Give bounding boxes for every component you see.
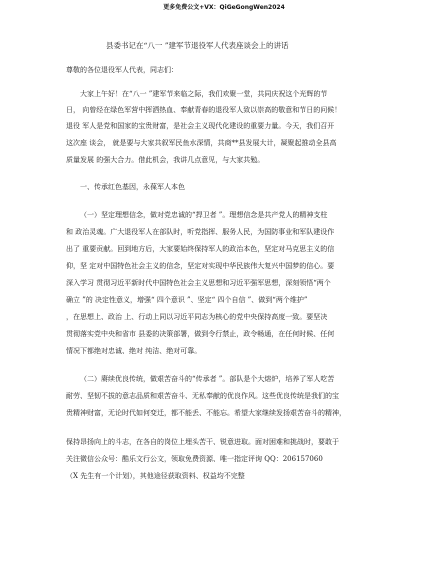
paragraph-line: 确立 ”的 决定性意义，增强“ 四个意识 ”、坚定“ 四个自信 ”、做到“两个维护” — [66, 296, 308, 304]
paragraph-line: 耐劳、坚韧不拔的意志品质和艰苦奋斗、无私奉献的优良作风。这些优良传统是我们的宝 — [66, 392, 339, 400]
paragraph-line: 这次座 谈会， 就是要与大家共叙军民鱼水深情，共商**县发展大计，凝聚起推动全县高 — [66, 139, 337, 147]
section-heading: 一、传承红色基因，永葆军人本色 — [80, 183, 185, 191]
paragraph-line: 保持昂扬向上的斗志，在各自的岗位上埋头苦干、锐意进取。面对困难和挑战时，要敢于 — [66, 438, 339, 446]
promo-line: （X 先生有一个计划），其他途径获取资料、权益均不完整 — [66, 472, 245, 480]
promo-line: 关注微信公众号：酷乐文行公文，领取免费资源、唯一指定评询 QQ：206157060 — [66, 455, 323, 463]
paragraph-line: 贵精神财富，无论时代如何变迁，都不能丢、不能忘。希望大家继续发扬艰苦奋斗的精神， — [66, 409, 346, 417]
paragraph-line: 大家上午好！在“八一 ”建军节来临之际，我们欢聚一堂，共同庆祝这个光辉的节 — [80, 90, 328, 98]
paragraph-line: 深入学习 贯彻习近平新时代中国特色社会主义思想和习近平强军思想，深刻领悟“两个 — [66, 279, 331, 287]
paragraph-line: 仰，坚 定对中国特色社会主义的信念，坚定对实现中华民族伟大复兴中国梦的信心。要 — [66, 262, 335, 270]
header-banner: 更多免费公文+VX：QiGeGongWen2024 — [163, 4, 285, 11]
salutation: 尊敬的各位退役军人代表，同志们： — [66, 66, 178, 74]
paragraph-line: 日， 向曾经在绿色军营中挥洒热血、奉献青春的退役军人致以崇高的敬意和节日的问候！ — [66, 106, 342, 114]
paragraph-line: 出了 重要贡献。回到地方后，大家要始终保持军人的政治本色，坚定对马克思主义的信 — [66, 245, 335, 253]
document-title: 县委书记在“八一 ”建军节退役军人代表座谈会上的讲话 — [106, 41, 289, 50]
paragraph-line: 和 政治灵魂。广大退役军人在部队时，听党指挥、服务人民，为国防事业和军队建设作 — [66, 228, 335, 236]
paragraph-line: 贯彻落实党中央和省市 县委的决策部署，做到令行禁止，政令畅通，在任何时候、任何 — [66, 330, 335, 338]
paragraph-line: 情况下都绝对忠诚、绝对 纯洁、绝对可靠。 — [66, 347, 202, 355]
paragraph-line: （一）坚定理想信念，做对党忠诚的“捍卫者 ”。理想信念是共产党人的精神支柱 — [80, 211, 328, 219]
paragraph-line: （二）赓续优良传统，做艰苦奋斗的“传承者 ”。部队是个大熔炉，培养了军人吃苦 — [80, 375, 335, 383]
paragraph-line: ，在思想上、政治 上、行动上同以习近平同志为核心的党中央保持高度一致。要坚决 — [66, 313, 328, 321]
paragraph-line: 质量发展 的强大合力。借此机会，我讲几点意见，与大家共勉。 — [66, 156, 265, 164]
paragraph-line: 退役 军人是党和国家的宝贵财富，是社会主义现代化建设的重要力量。今天，我们召开 — [66, 122, 335, 130]
